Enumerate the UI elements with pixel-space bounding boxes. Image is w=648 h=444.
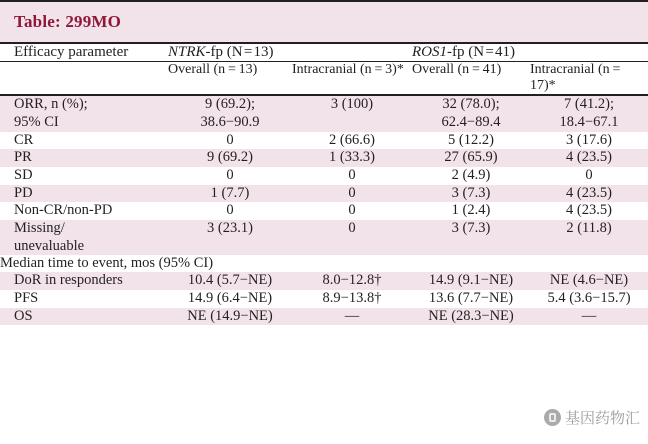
cell-os-ros1-overall: NE (28.3−NE) — [428, 307, 514, 324]
cell-cr-ntrk-overall: 0 — [226, 131, 234, 148]
row-label-sd: SD — [14, 166, 33, 183]
cell-os-ntrk-overall: NE (14.9−NE) — [187, 307, 273, 324]
cell-dor-ntrk-intracranial: 8.0−12.8† — [322, 272, 382, 289]
cell-pd-ntrk-intracranial: 0 — [348, 184, 356, 201]
row-label-noncr-nonpd: Non-CR/non-PD — [14, 202, 113, 219]
table-row — [0, 95, 648, 114]
table-row — [0, 220, 648, 238]
cell-dor-ntrk-overall: 10.4 (5.7−NE) — [187, 272, 273, 289]
row-label-pr: PR — [14, 149, 32, 166]
table-section-row — [0, 255, 648, 272]
row-label-dor: DoR in responders — [14, 272, 123, 289]
cell-missing2-ros1-overall — [412, 238, 530, 256]
header-group-ros1 — [412, 44, 648, 62]
row-label-pfs: PFS — [14, 290, 39, 307]
cell-sd-ros1-overall: 2 (4.9) — [451, 166, 491, 183]
cell-dor-ros1-overall: 14.9 (9.1−NE) — [428, 272, 514, 289]
subheader-ntrk-intracranial: Intracranial (n = 3)* — [292, 62, 412, 96]
table-row — [0, 114, 648, 132]
table-title-bar — [0, 0, 648, 44]
cell-pfs-ntrk-intracranial: 8.9−13.8† — [322, 290, 382, 307]
cell-dor-ros1-intracranial: NE (4.6−NE) — [549, 272, 629, 289]
header-group-ntrk-suffix: -fp (N = 13) — [205, 44, 274, 60]
subheader-ros1-overall: Overall (n = 41) — [412, 62, 530, 96]
row-label-orr-line1: ORR, n (%); — [14, 96, 88, 113]
row-label-pd: PD — [14, 184, 33, 201]
table-row — [0, 308, 648, 326]
cell-missing2-ros1-intracranial — [530, 238, 648, 256]
header-group-ntrk — [168, 44, 412, 62]
header-efficacy-parameter: Efficacy parameter — [14, 44, 129, 60]
row-label-os: OS — [14, 307, 33, 324]
cell-pr-ros1-overall: 27 (65.9) — [444, 149, 498, 166]
table-row — [0, 167, 648, 185]
table-row — [0, 272, 648, 290]
table-row — [0, 149, 648, 167]
table-row — [0, 185, 648, 203]
efficacy-table — [0, 44, 648, 325]
table-row — [0, 202, 648, 220]
cell-missing2-ntrk-overall — [168, 238, 292, 256]
page-title: Table: 299MO — [14, 12, 122, 31]
cell-noncr-ros1-intracranial: 4 (23.5) — [566, 202, 612, 219]
cell-missing-ros1-overall: 3 (7.3) — [451, 220, 491, 236]
table-row — [0, 290, 648, 308]
cell-orrci-ros1-overall: 62.4−89.4 — [441, 113, 501, 130]
row-label-orr-line2: 95% CI — [14, 113, 59, 130]
subheader-ros1-intracranial: Intracranial (n = 17)* — [530, 62, 648, 96]
row-label-cr: CR — [14, 131, 34, 148]
cell-sd-ntrk-intracranial: 0 — [348, 166, 356, 183]
subheader-ntrk-overall: Overall (n = 13) — [168, 62, 292, 96]
header-group-ntrk-gene: NTRK — [168, 44, 206, 60]
table-row — [0, 238, 648, 256]
cell-missing2-ntrk-intracranial — [292, 238, 412, 256]
header-group-ros1-gene: ROS1 — [412, 44, 447, 60]
cell-orrci-ntrk-overall: 38.6−90.9 — [200, 113, 260, 130]
cell-missing-ros1-intracranial: 2 (11.8) — [566, 220, 612, 236]
cell-pfs-ntrk-overall: 14.9 (6.4−NE) — [187, 290, 273, 307]
subheader-blank — [0, 62, 168, 96]
cell-sd-ntrk-overall: 0 — [226, 166, 234, 183]
cell-orrci-ros1-intracranial: 18.4−67.1 — [559, 113, 619, 130]
cell-cr-ros1-overall: 5 (12.2) — [448, 131, 494, 148]
cell-pr-ntrk-overall: 9 (69.2) — [207, 149, 253, 166]
cell-os-ntrk-intracranial: — — [344, 307, 360, 324]
cell-pd-ntrk-overall: 1 (7.7) — [210, 184, 250, 201]
cell-orr-ros1-overall: 32 (78.0); — [442, 96, 500, 113]
cell-noncr-ros1-overall: 1 (2.4) — [451, 202, 491, 219]
cell-pr-ntrk-intracranial: 1 (33.3) — [329, 149, 375, 166]
cell-missing-ntrk-overall: 3 (23.1) — [207, 220, 253, 236]
cell-sd-ros1-intracranial: 0 — [585, 166, 593, 183]
cell-noncr-ntrk-overall: 0 — [226, 202, 234, 219]
watermark-text: 基因药物汇 — [564, 410, 640, 427]
table-subheader-row — [0, 62, 648, 96]
table-row — [0, 132, 648, 150]
cell-orr-ros1-intracranial: 7 (41.2); — [564, 96, 614, 113]
cell-pd-ros1-overall: 3 (7.3) — [451, 184, 491, 201]
cell-cr-ntrk-intracranial: 2 (66.6) — [329, 131, 375, 148]
cell-orr-ntrk-intracranial: 3 (100) — [330, 96, 374, 113]
cell-os-ros1-intracranial: — — [581, 307, 597, 324]
cell-noncr-ntrk-intracranial: 0 — [348, 202, 356, 219]
table-header-row — [0, 44, 648, 62]
cell-orr-ntrk-overall: 9 (69.2); — [205, 96, 255, 113]
cell-pfs-ros1-intracranial: 5.4 (3.6−15.7) — [547, 290, 631, 307]
header-group-ros1-suffix: -fp (N = 41) — [447, 44, 516, 60]
cell-pd-ros1-intracranial: 4 (23.5) — [566, 184, 612, 201]
row-label-missing-line1: Missing/ — [14, 220, 65, 236]
cell-missing-ntrk-intracranial: 0 — [348, 220, 356, 236]
cell-pfs-ros1-overall: 13.6 (7.7−NE) — [428, 290, 514, 307]
cell-cr-ros1-intracranial: 3 (17.6) — [566, 131, 612, 148]
cell-pr-ros1-intracranial: 4 (23.5) — [566, 149, 612, 166]
section-median-time-label: Median time to event, mos (95% CI) — [0, 255, 214, 272]
watermark-logo-icon — [544, 409, 561, 426]
cell-orrci-ntrk-intracranial — [292, 114, 412, 132]
watermark — [544, 407, 640, 428]
row-label-missing-line2: unevaluable — [14, 237, 85, 254]
